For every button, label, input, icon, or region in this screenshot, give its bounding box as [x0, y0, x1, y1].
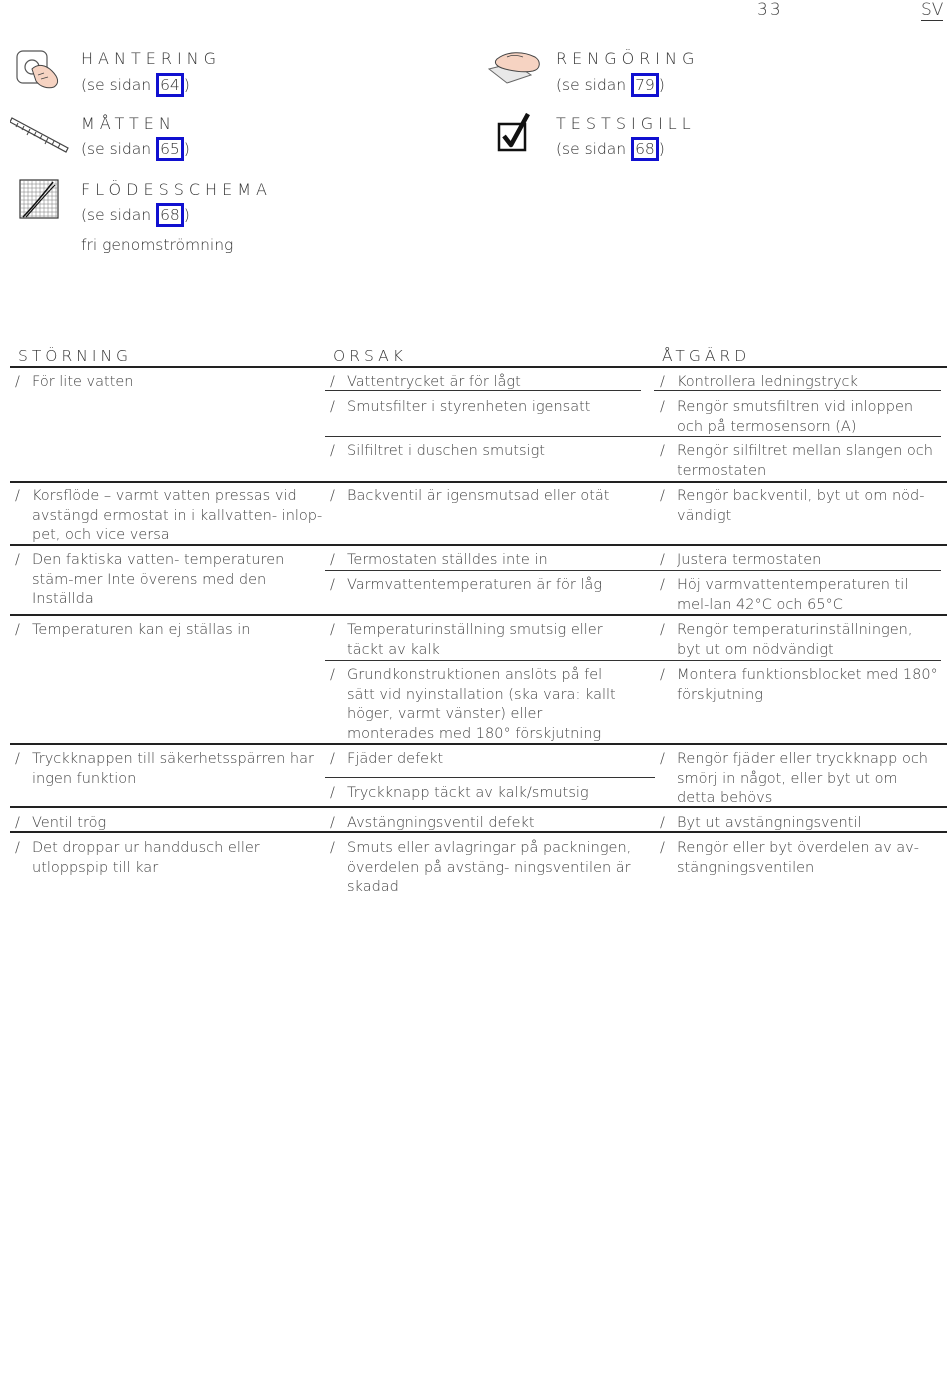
problem-item: [15, 551, 323, 610]
ref-suffix: ): [183, 140, 190, 158]
cause-item: [330, 839, 640, 898]
action-item: [660, 839, 940, 878]
problem-item: [15, 814, 315, 834]
hand-operating-icon: [14, 47, 64, 91]
page-number: 33: [757, 0, 783, 20]
cause-item: [330, 373, 640, 393]
page-link-64[interactable]: 64: [156, 73, 184, 97]
page-link-79[interactable]: 79: [631, 73, 659, 97]
ref-suffix: ): [183, 206, 190, 224]
problem-text: Temperaturen kan ej ställas in: [32, 622, 251, 638]
bullet: /: [660, 751, 665, 767]
bullet: /: [660, 622, 665, 638]
cause-item: [330, 784, 640, 804]
cause-text: Avstängningsventil defekt: [347, 815, 535, 831]
action-text: Rengör silfiltret mellan slangen och termostaten: [677, 443, 933, 479]
section-title-rengoring: RENGÖRING: [556, 49, 700, 68]
bullet: /: [15, 840, 20, 856]
action-text: Byt ut avstängningsventil: [677, 815, 862, 831]
section-ref-rengoring: [556, 73, 665, 97]
cause-text: Varmvattentemperaturen är för låg: [347, 577, 603, 593]
bullet: /: [15, 488, 20, 504]
column-header-atgard: ÅTGÄRD: [662, 347, 751, 365]
bullet: /: [660, 552, 665, 568]
ref-prefix: (se sidan: [81, 140, 157, 158]
action-text: Rengör temperaturinställningen, byt ut om nödvändigt: [677, 622, 913, 658]
bullet: /: [660, 374, 665, 390]
hand-cleaning-icon: [483, 45, 545, 89]
bullet: /: [660, 488, 665, 504]
bullet: /: [330, 374, 335, 390]
cause-text: Tryckknapp täckt av kalk/smutsig: [347, 785, 589, 801]
bullet: /: [330, 785, 335, 801]
bullet: /: [330, 815, 335, 831]
problem-item: [15, 487, 323, 546]
cause-text: Vattentrycket är för lågt: [347, 374, 521, 390]
cause-item: [330, 666, 630, 744]
bullet: /: [15, 622, 20, 638]
ref-suffix: ): [658, 140, 665, 158]
bullet: /: [660, 577, 665, 593]
bullet: /: [330, 552, 335, 568]
section-title-flodesschema: FLÖDESSCHEMA: [81, 180, 272, 199]
cause-text: Smuts eller avlagringar på packningen, överdelen på avstäng- ningsventilen är skadad: [347, 840, 632, 895]
bullet: /: [660, 443, 665, 459]
cause-item: [330, 750, 640, 770]
problem-text: Det droppar ur handdusch eller utloppspip till kar: [32, 840, 260, 876]
problem-item: [15, 839, 280, 878]
column-header-orsak: ORSAK: [333, 347, 407, 365]
cause-item: [330, 551, 640, 571]
action-item: [660, 666, 940, 705]
action-item: [660, 814, 940, 834]
action-text: Montera funktionsblocket med 180° förskjutning: [677, 667, 938, 703]
action-item: [660, 551, 940, 571]
section-title-matten: MÅTTEN: [81, 114, 176, 133]
bullet: /: [660, 815, 665, 831]
action-item: [660, 750, 940, 809]
page-link-65[interactable]: 65: [156, 137, 184, 161]
action-text: Höj varmvattentemperaturen til mel-lan 42°C och 65°C: [677, 577, 909, 613]
action-item: [660, 487, 940, 526]
action-item: [660, 373, 940, 393]
column-header-storning: STÖRNING: [18, 347, 133, 365]
action-item: [660, 621, 940, 660]
cause-item: [330, 576, 640, 596]
ref-prefix: (se sidan: [556, 76, 632, 94]
section-ref-testsigill: [556, 137, 665, 161]
language-code: SV: [921, 0, 944, 20]
action-text: Kontrollera ledningstryck: [677, 374, 858, 390]
bullet: /: [660, 399, 665, 415]
cause-text: Temperaturinställning smutsig eller täckt av kalk: [347, 622, 603, 658]
cause-text: Backventil är igensmutsad eller otät: [347, 488, 610, 504]
section-title-testsigill: TESTSIGILL: [556, 114, 696, 133]
bullet: /: [660, 667, 665, 683]
row-divider: [10, 481, 947, 483]
cause-text: Smutsfilter i styrenheten igensatt: [347, 399, 591, 415]
problem-text: Den faktiska vatten- temperaturen stäm-mer Inte överens med den Inställda: [32, 552, 285, 607]
bullet: /: [15, 552, 20, 568]
ref-suffix: ): [183, 76, 190, 94]
problem-item: [15, 621, 315, 641]
problem-text: Tryckknappen till säkerhetsspärren har ingen funktion: [32, 751, 314, 787]
page-link-68-flodesschema[interactable]: 68: [156, 203, 184, 227]
bullet: /: [330, 488, 335, 504]
ref-suffix: ): [658, 76, 665, 94]
action-text: Rengör smutsfiltren vid inloppen och på termosensorn (A): [677, 399, 914, 435]
bullet: /: [330, 577, 335, 593]
problem-text: Korsflöde – varmt vatten pressas vid avstängd ermostat in i kallvatten- inlop-pet, och vice versa: [32, 488, 323, 543]
cause-item: [330, 487, 640, 507]
bullet: /: [330, 399, 335, 415]
checkbox-icon: [496, 112, 532, 154]
bullet: /: [330, 840, 335, 856]
problem-item: [15, 373, 315, 393]
table-header-rule: [10, 366, 947, 368]
section-title-hantering: HANTERING: [81, 49, 222, 68]
problem-item: [15, 750, 315, 789]
cause-item: [330, 621, 630, 660]
cause-item: [330, 442, 640, 462]
ref-prefix: (se sidan: [81, 206, 157, 224]
cause-text: Fjäder defekt: [347, 751, 444, 767]
row-divider: [325, 777, 655, 778]
cause-text: Grundkonstruktionen anslöts på fel sätt vid nyinstallation (ska vara: kallt höger, varmt vänster) eller monterades med 180° förskjutning: [347, 667, 616, 742]
action-text: Rengör eller byt överdelen av av-stängningsventilen: [677, 840, 919, 876]
bullet: /: [660, 840, 665, 856]
cause-text: Silfiltret i duschen smutsigt: [347, 443, 545, 459]
bullet: /: [15, 815, 20, 831]
bullet: /: [330, 622, 335, 638]
ref-prefix: (se sidan: [81, 76, 157, 94]
bullet: /: [330, 443, 335, 459]
bullet: /: [330, 751, 335, 767]
ruler-icon: [10, 114, 70, 154]
problem-text: Ventil trög: [32, 815, 107, 831]
action-text: Rengör backventil, byt ut om nöd-vändigt: [677, 488, 925, 524]
action-text: Justera termostaten: [677, 552, 822, 568]
action-item: [660, 398, 922, 437]
flow-chart-icon: [19, 179, 59, 219]
row-divider: [325, 660, 941, 661]
cause-item: [330, 814, 640, 834]
action-text: Rengör fjäder eller tryckknapp och smörj in något, eller byt ut om detta behövs: [677, 751, 928, 806]
bullet: /: [330, 667, 335, 683]
flow-note: fri genomströmning: [81, 236, 234, 254]
section-ref-matten: [81, 137, 190, 161]
action-item: [660, 576, 940, 615]
action-item: [660, 442, 940, 481]
ref-prefix: (se sidan: [556, 140, 632, 158]
bullet: /: [15, 374, 20, 390]
cause-text: Termostaten ställdes inte in: [347, 552, 548, 568]
page-link-68-testsigill[interactable]: 68: [631, 137, 659, 161]
section-ref-flodesschema: [81, 203, 190, 227]
section-ref-hantering: [81, 73, 190, 97]
cause-item: [330, 398, 640, 418]
bullet: /: [15, 751, 20, 767]
problem-text: För lite vatten: [32, 374, 134, 390]
